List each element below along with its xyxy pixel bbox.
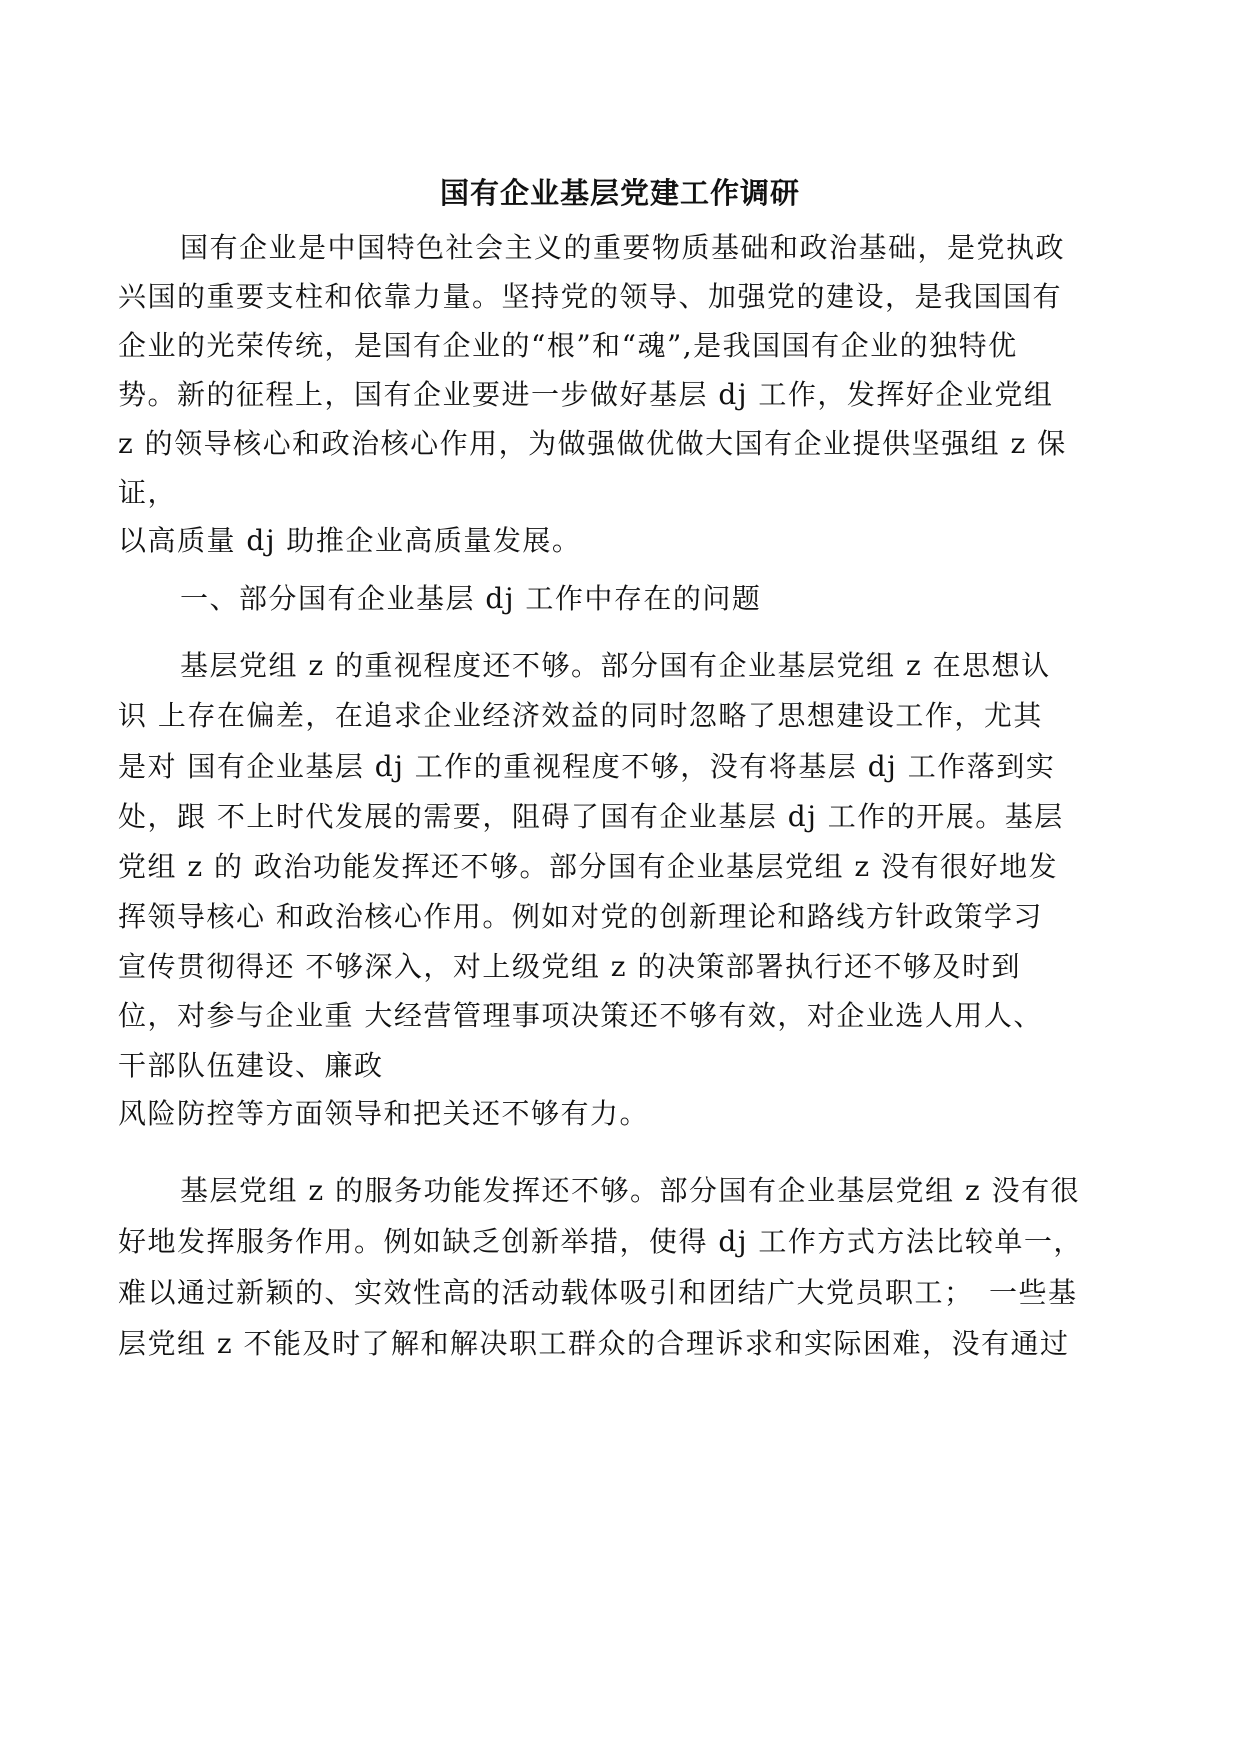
- document-title: 国有企业基层党建工作调研: [439, 176, 800, 210]
- paragraph-line: 兴国的重要支柱和依靠力量。坚持党的领导、加强党的建设，是我国国有: [118, 280, 1063, 313]
- paragraph-line: 企业的光荣传统，是国有企业的“根”和“魂”,是我国国有企业的独特优: [118, 329, 1018, 362]
- paragraph-line: 基层党组 z 的重视程度还不够。部分国有企业基层党组 z 在思想认: [180, 649, 1051, 682]
- paragraph-line: 宣传贯彻得还 不够深入，对上级党组 z 的决策部署执行还不够及时到: [118, 950, 1021, 983]
- paragraph-line: 证，: [118, 476, 178, 509]
- paragraph-line: 基层党组 z 的服务功能发挥还不够。部分国有企业基层党组 z 没有很: [180, 1174, 1081, 1207]
- paragraph-line: 处，跟 不上时代发展的需要，阻碍了国有企业基层 dj 工作的开展。基层: [118, 800, 1064, 833]
- section-heading: 一、部分国有企业基层 dj 工作中存在的问题: [180, 582, 762, 615]
- paragraph-line: 识 上存在偏差，在追求企业经济效益的同时忽略了思想建设工作，尤其: [118, 699, 1043, 732]
- paragraph-line: 以高质量 dj 助推企业高质量发展。: [118, 524, 582, 557]
- paragraph-line: z 的领导核心和政治核心作用，为做强做优做大国有企业提供坚强组 z 保: [118, 427, 1067, 460]
- paragraph-line: 干部队伍建设、廉政: [118, 1049, 384, 1082]
- paragraph-line: 国有企业是中国特色社会主义的重要物质基础和政治基础，是党执政: [180, 231, 1066, 264]
- paragraph-line: 层党组 z 不能及时了解和解决职工群众的合理诉求和实际困难，没有通过: [118, 1327, 1070, 1360]
- paragraph-line: 势。新的征程上，国有企业要进一步做好基层 dj 工作，发挥好企业党组: [118, 378, 1054, 411]
- paragraph-line: 风险防控等方面领导和把关还不够有力。: [118, 1097, 650, 1130]
- paragraph-line: 位，对参与企业重 大经营管理事项决策还不够有效，对企业选人用人、: [118, 999, 1043, 1032]
- paragraph-line: 是对 国有企业基层 dj 工作的重视程度不够，没有将基层 dj 工作落到实: [118, 750, 1056, 783]
- paragraph-line: 难以通过新颖的、实效性高的活动载体吸引和团结广大党员职工； 一些基: [118, 1276, 1078, 1309]
- paragraph-line: 党组 z 的 政治功能发挥还不够。部分国有企业基层党组 z 没有很好地发: [118, 850, 1059, 883]
- paragraph-line: 挥领导核心 和政治核心作用。例如对党的创新理论和路线方针政策学习: [118, 900, 1043, 933]
- paragraph-line: 好地发挥服务作用。例如缺乏创新举措，使得 dj 工作方式方法比较单一，: [118, 1225, 1083, 1258]
